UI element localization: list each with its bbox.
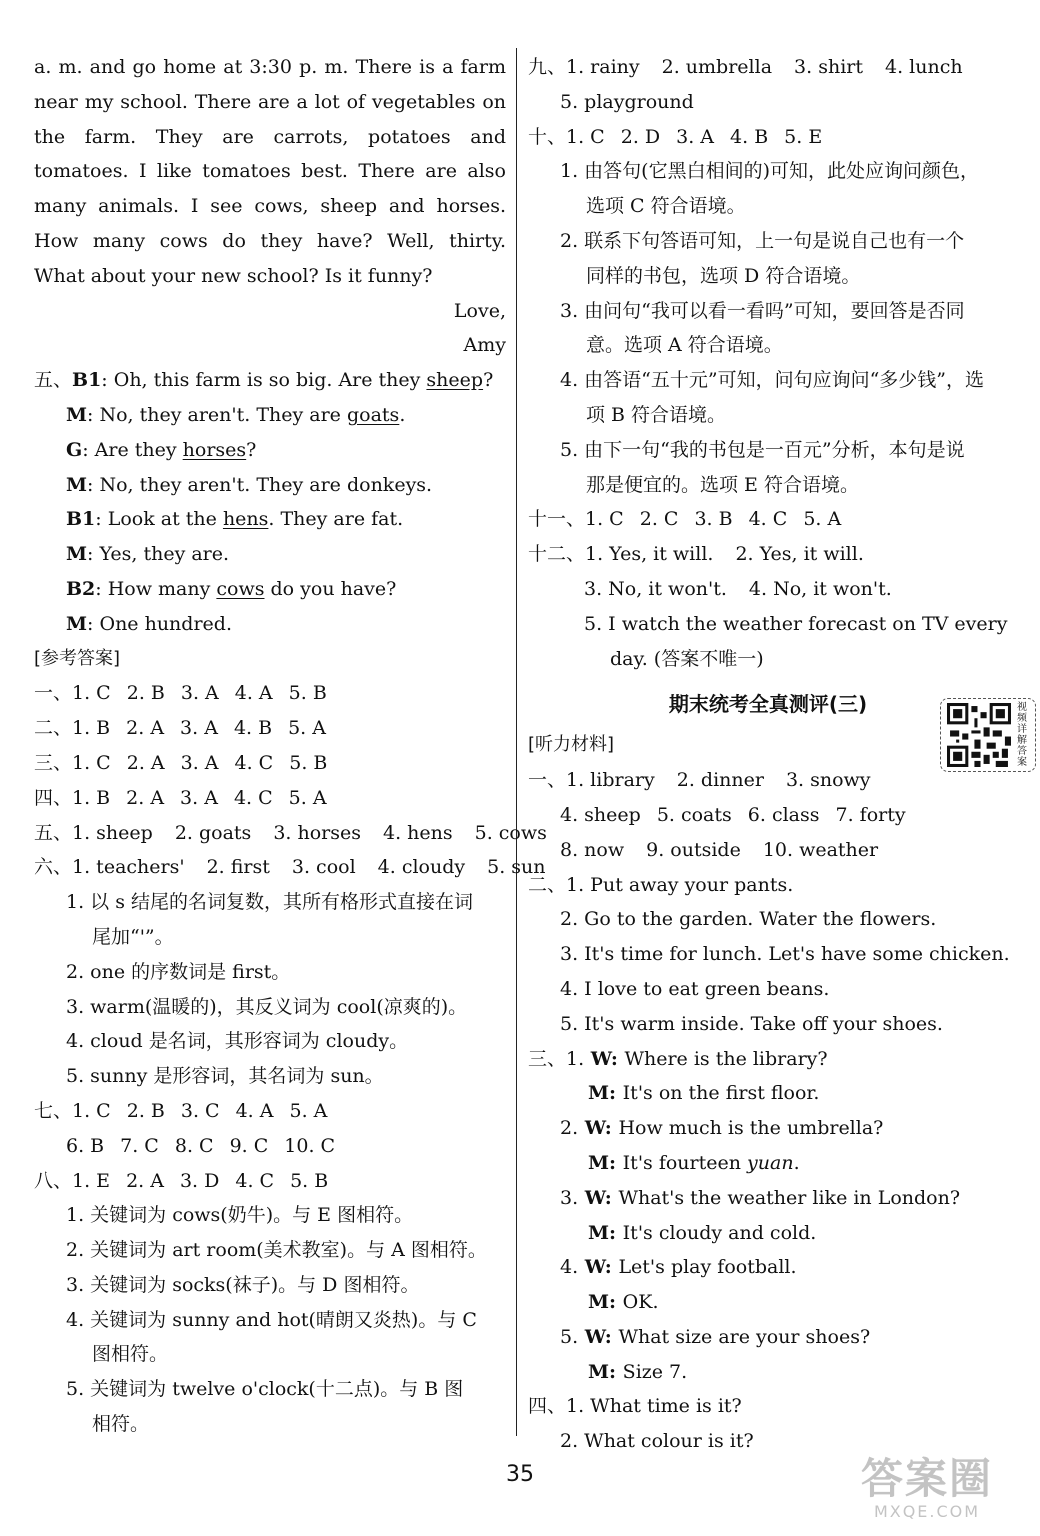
dialogue-m-line — [528, 1285, 1008, 1320]
dialogue-text: How much is the umbrella? — [618, 1117, 884, 1140]
explanation-line: 5. 关键词为 twelve o'clock(十二点)。与 B 图 — [66, 1378, 464, 1401]
listen-2-item: 1. Put away your pants. — [566, 873, 794, 896]
right-column — [528, 50, 1008, 1459]
answer-item: 2. B — [126, 682, 165, 705]
answer-item: 2. Yes, it will. — [735, 543, 864, 566]
dialogue-line — [34, 537, 506, 572]
section-label: 一、 — [34, 682, 73, 705]
dialogue-w-line — [528, 1181, 1008, 1216]
section-9-row-2: 5. playground — [560, 90, 694, 113]
answer-item: 4. B — [233, 717, 273, 740]
item-number: 3. — [560, 1186, 579, 1209]
dialogue-m-line — [528, 1146, 1008, 1181]
listen-4-item: 1. What time is it? — [566, 1395, 742, 1418]
answer-item: 5. A — [289, 1099, 328, 1122]
dialogue-text: : Oh, this farm is so big. Are they — [101, 369, 427, 392]
watermark-main: 答案圈 — [860, 1453, 993, 1503]
answer-item: 4. A — [234, 682, 273, 705]
letter-last-line: What about your new school? Is it funny? — [34, 264, 433, 287]
answer-item: 7. forty — [835, 803, 906, 826]
explanation-line: 4. cloud 是名词，其形容词为 cloudy。 — [66, 1030, 409, 1053]
answer-item: 3. A — [180, 682, 219, 705]
answer-item: 2. C — [639, 508, 679, 531]
section-11-row — [528, 502, 1008, 537]
dialogue-text: Where is the library? — [624, 1047, 828, 1070]
answer-item: 4. C — [748, 508, 788, 531]
section-label: 四、 — [34, 786, 73, 809]
explanation-line: 2. 关键词为 art room(美术教室)。与 A 图相符。 — [66, 1239, 487, 1262]
answer-item: 3. A — [180, 751, 219, 774]
speaker-label: M — [66, 543, 88, 566]
section-12-row-2 — [528, 572, 1008, 607]
answer-item: 9. C — [229, 1134, 269, 1157]
answer-item: 3. shirt — [794, 56, 863, 78]
qr-code-icon — [947, 703, 1011, 767]
answer-item: 10. C — [284, 1134, 336, 1157]
explanation-line: 1. 以 s 结尾的名词复数，其所有格形式直接在词 — [66, 891, 473, 914]
speaker-label: B2 — [66, 577, 96, 600]
dialogue-text: It's fourteen — [622, 1151, 748, 1174]
item-number: 5. — [560, 1325, 579, 1348]
letter-line: How many cows do they have? Well, thirty. — [34, 229, 506, 252]
explanation-line: 1. 由答句(它黑白相间的)可知，此处应询问颜色， — [560, 160, 979, 183]
letter-line: a. m. and go home at 3:30 p. m. There is a farm — [34, 56, 506, 78]
qr-code[interactable] — [940, 698, 1036, 772]
listen-4-row-2: 2. What colour is it? — [560, 1430, 754, 1453]
listen-2-item: 4. I love to eat green beans. — [560, 977, 830, 1000]
dialogue-text: . — [793, 1151, 800, 1174]
answer-item: 5. A — [288, 717, 326, 740]
answer-item: 4. C — [233, 786, 273, 809]
answer-item: 3. D — [179, 1169, 220, 1192]
dialogue-m-line — [528, 1076, 1008, 1111]
answer-item: 8. now — [560, 838, 625, 861]
dialogue-section-5 — [34, 363, 506, 641]
answer-row — [34, 711, 506, 746]
answer-word: horses — [182, 438, 247, 461]
answer-item: 5. sun — [487, 856, 546, 879]
explanation-line: 4. 关键词为 sunny and hot(晴朗又炎热)。与 C — [66, 1308, 477, 1331]
answer-item: 1. B — [72, 717, 111, 740]
dialogue-text: yuan — [747, 1151, 794, 1174]
section-label: 五、 — [34, 821, 73, 844]
answer-item: 3. No, it won't. — [584, 577, 727, 600]
answer-item: 2. B — [126, 1099, 165, 1122]
listen-2-row-1 — [528, 868, 1008, 903]
answer-item: 5. A — [288, 786, 327, 809]
section-7-label: 七、 — [34, 1099, 73, 1122]
answer-item: 1. B — [72, 786, 111, 809]
answer-item: 2. A — [126, 751, 165, 774]
speaker-label: W: — [578, 1325, 619, 1348]
section-7-row-1 — [34, 1094, 506, 1129]
answer-item: 2. A — [126, 717, 165, 740]
explanation-line: 图相符。 — [92, 1343, 169, 1366]
section-9-label: 九、 — [528, 56, 567, 78]
listening-header: [听力材料] — [528, 734, 615, 756]
answer-rows — [34, 676, 547, 885]
explanation-line: 选项 C 符合语境。 — [586, 195, 746, 218]
dialogue-text: ? — [483, 369, 494, 392]
answer-item: 3. A — [180, 786, 218, 809]
explanation-line: 尾加“'”。 — [92, 925, 174, 948]
qr-caption: 视频详解答案 — [1017, 702, 1027, 768]
section-9-row-1 — [528, 50, 1008, 85]
dialogue-line — [34, 398, 506, 433]
listen-2-items — [528, 902, 1008, 1041]
answer-row — [34, 816, 547, 851]
explanation-line: 2. 联系下句答语可知，上一句是说自己也有一个 — [560, 229, 965, 252]
answer-item: 4. lunch — [885, 56, 963, 78]
section-6-notes — [34, 885, 506, 1094]
dialogue-text: Size 7. — [622, 1360, 688, 1383]
answer-item: 5. B — [289, 751, 328, 774]
item-number: 2. — [560, 1117, 579, 1140]
answer-item: 2. goats — [174, 821, 252, 844]
dialogue-line — [34, 572, 506, 607]
dialogue-text: : How many — [95, 577, 217, 600]
section-12-label: 十二、 — [528, 543, 586, 566]
explanation-line: 5. 由下一句“我的书包是一百元”分析，本句是说 — [560, 438, 965, 461]
speaker-label: M: — [588, 1151, 623, 1174]
answer-word: sheep — [426, 369, 484, 392]
explanation-line: 5. sunny 是形容词，其名词为 sun。 — [66, 1065, 384, 1088]
speaker-label: M — [66, 612, 88, 635]
speaker-label: W: — [578, 1117, 619, 1140]
explanation-line: 3. 由问句“我可以看一看吗”可知，要回答是否同 — [560, 299, 965, 322]
letter-line: near my school. There are a lot of vegetables on — [34, 90, 506, 113]
answer-item: 3. horses — [273, 821, 361, 844]
speaker-label: G — [66, 438, 83, 461]
answer-item: 3. snowy — [785, 769, 871, 792]
answer-item: 1. sheep — [72, 821, 153, 844]
speaker-label: M — [66, 473, 88, 496]
page-number: 35 — [506, 1462, 534, 1487]
dialogue-text: do you have? — [264, 577, 397, 600]
listen-1-label: 一、 — [528, 769, 567, 792]
item-number: 1. — [566, 1047, 585, 1070]
answer-item: 5. coats — [656, 803, 732, 826]
answer-item: 4. A — [235, 1099, 274, 1122]
answer-row — [34, 781, 506, 816]
answer-item: 1. E — [72, 1169, 111, 1192]
speaker-label: M: — [588, 1221, 623, 1244]
section-12-row-1 — [528, 537, 1008, 572]
speaker-label: M — [66, 403, 88, 426]
answer-item: 2. first — [206, 856, 270, 879]
dialogue-text: : Look at the — [95, 508, 223, 531]
dialogue-line — [34, 433, 506, 468]
answer-item: 2. A — [126, 1169, 164, 1192]
section-12-item-5-cont: day. (答案不唯一) — [610, 647, 764, 670]
answer-item: 2. D — [620, 125, 661, 148]
answer-item: 4. cloudy — [377, 856, 466, 879]
answer-item: 1. C — [566, 125, 605, 148]
section-8-notes — [34, 1198, 506, 1442]
dialogue-text: ? — [246, 438, 257, 461]
answer-word: cows — [216, 577, 265, 600]
dialogue-text: : One hundred. — [87, 612, 232, 635]
answer-row — [34, 850, 546, 885]
dialogue-text: It's cloudy and cold. — [622, 1221, 817, 1244]
answer-item: 2. umbrella — [661, 56, 773, 78]
section-7-row-2 — [34, 1129, 506, 1164]
answer-item: 2. A — [126, 786, 165, 809]
answer-item: 3. C — [180, 1099, 220, 1122]
speaker-label: W: — [578, 1256, 619, 1279]
dialogue-w-line — [528, 1042, 1008, 1077]
explanation-line: 3. 关键词为 socks(袜子)。与 D 图相符。 — [66, 1273, 420, 1296]
answer-item: 4. No, it won't. — [748, 577, 892, 600]
explanation-line: 项 B 符合语境。 — [586, 403, 727, 426]
answer-item: 3. B — [694, 508, 733, 531]
answer-item: 4. B — [730, 125, 769, 148]
dialogue-text: It's on the first floor. — [622, 1082, 820, 1105]
answer-row — [34, 746, 506, 781]
answer-item: 1. library — [566, 769, 655, 792]
item-number: 4. — [560, 1256, 579, 1279]
letter-line: tomatoes. I like tomatoes best. There are also — [34, 160, 506, 183]
listen-2-label: 二、 — [528, 873, 567, 896]
watermark-sub: MXQE.COM — [873, 1501, 981, 1521]
letter-signature: Amy — [463, 334, 506, 357]
answer-item: 5. B — [288, 682, 327, 705]
answer-word: hens — [222, 508, 269, 531]
explanation-line: 那是便宜的。选项 E 符合语境。 — [586, 473, 859, 496]
answer-item: 1. Yes, it will. — [585, 543, 714, 566]
section-8-label: 八、 — [34, 1169, 73, 1192]
dialogue-text: : Yes, they are. — [87, 543, 230, 566]
section-12-item-5: 5. I watch the weather forecast on TV every — [584, 612, 1008, 635]
section-10-row — [528, 120, 1008, 155]
reference-answers-header: [参考答案] — [34, 647, 121, 669]
answer-item: 5. B — [290, 1169, 329, 1192]
listen-2-item: 5. It's warm inside. Take off your shoes. — [560, 1012, 943, 1035]
explanation-line: 2. one 的序数词是 first。 — [66, 960, 291, 983]
letter-closing: Love, — [453, 299, 506, 322]
answer-item: 3. A — [676, 125, 715, 148]
answer-item: 4. sheep — [560, 803, 641, 826]
section-label: 六、 — [34, 856, 73, 879]
speaker-label: B1 — [72, 369, 102, 392]
speaker-label: W: — [584, 1047, 625, 1070]
speaker-label: M: — [588, 1082, 623, 1105]
dialogue-w-line — [528, 1320, 1008, 1355]
speaker-label: M: — [588, 1291, 623, 1314]
letter-line: many animals. I see cows, sheep and horses. — [34, 195, 506, 218]
answer-item: 7. C — [120, 1134, 159, 1157]
dialogue-text: : Are they — [82, 438, 183, 461]
dialogue-w-line — [528, 1250, 1008, 1285]
explanation-line: 3. warm(温暖的)，其反义词为 cool(凉爽的)。 — [66, 995, 468, 1018]
dialogue-text: : No, they aren't. They are donkeys. — [87, 473, 433, 496]
section-11-label: 十一、 — [528, 508, 586, 531]
answer-item: 6. class — [747, 803, 820, 826]
listen-3-label: 三、 — [528, 1047, 567, 1070]
answer-row — [34, 676, 506, 711]
answer-item: 1. C — [72, 1099, 111, 1122]
listen-2-item: 2. Go to the garden. Water the flowers. — [560, 908, 937, 931]
column-divider — [516, 48, 517, 1436]
dialogue-m-line — [528, 1216, 1008, 1251]
explanation-line: 相符。 — [92, 1413, 150, 1436]
dialogue-text: : No, they aren't. They are — [87, 403, 347, 426]
answer-item: 4. C — [235, 1169, 275, 1192]
answer-item: 8. C — [174, 1134, 214, 1157]
answer-item: 5. A — [803, 508, 842, 531]
dialogue-text: OK. — [622, 1291, 659, 1314]
listen-3-dialogues — [528, 1042, 1008, 1390]
answer-item: 1. C — [72, 751, 111, 774]
answer-item: 1. teachers' — [72, 856, 185, 879]
listen-1-row-2 — [528, 798, 1008, 833]
answer-item: 1. C — [585, 508, 624, 531]
listen-1-row-1 — [528, 763, 1008, 798]
dialogue-text: What size are your shoes? — [618, 1325, 871, 1348]
answer-item: 5. cows — [474, 821, 547, 844]
left-column — [34, 50, 547, 1442]
section-label: 二、 — [34, 717, 73, 740]
explanation-line: 意。选项 A 符合语境。 — [586, 334, 783, 357]
answer-item: 2. dinner — [676, 769, 764, 792]
section-10-notes — [528, 154, 1008, 502]
explanation-line: 4. 由答语“五十元”可知，问句应询问“多少钱”，选 — [560, 369, 985, 392]
answer-word: goats — [346, 403, 400, 426]
answer-item: 5. E — [784, 125, 823, 148]
speaker-label: M: — [588, 1360, 623, 1383]
explanation-line: 同样的书包，选项 D 符合语境。 — [586, 264, 861, 287]
dialogue-text: . — [399, 403, 406, 426]
answer-item: 3. A — [180, 717, 218, 740]
section-title: 期末统考全真测评(三) — [668, 692, 868, 717]
speaker-label: W: — [578, 1186, 619, 1209]
section-5-label: 五、 — [34, 369, 73, 392]
section-10-label: 十、 — [528, 125, 567, 148]
section-8-row — [34, 1164, 506, 1199]
dialogue-line — [34, 502, 506, 537]
answer-item: 1. rainy — [566, 56, 640, 78]
listen-4-row-1 — [528, 1389, 1008, 1424]
listen-2-item: 3. It's time for lunch. Let's have some chicken. — [560, 943, 1010, 966]
answer-item: 1. C — [72, 682, 111, 705]
listen-4-label: 四、 — [528, 1395, 567, 1418]
dialogue-w-line — [528, 1111, 1008, 1146]
speaker-label: B1 — [66, 508, 96, 531]
dialogue-text: What's the weather like in London? — [618, 1186, 961, 1209]
dialogue-line — [34, 607, 506, 642]
answer-item: 9. outside — [646, 838, 741, 861]
dialogue-text: . They are fat. — [268, 508, 404, 531]
letter-line: the farm. They are carrots, potatoes and — [34, 125, 506, 148]
answer-item: 3. cool — [291, 856, 356, 879]
section-label: 三、 — [34, 751, 73, 774]
answer-item: 4. C — [234, 751, 274, 774]
explanation-line: 1. 关键词为 cows(奶牛)。与 E 图相符。 — [66, 1204, 414, 1227]
dialogue-line — [34, 363, 506, 398]
dialogue-text: Let's play football. — [618, 1256, 797, 1279]
listen-1-row-3 — [528, 833, 1008, 868]
watermark-logo — [832, 1448, 1022, 1528]
answer-item: 6. B — [66, 1134, 105, 1157]
dialogue-line — [34, 468, 506, 503]
answer-item: 10. weather — [762, 838, 879, 861]
answer-item: 4. hens — [382, 821, 453, 844]
letter-text — [34, 50, 506, 259]
dialogue-m-line — [528, 1355, 1008, 1390]
